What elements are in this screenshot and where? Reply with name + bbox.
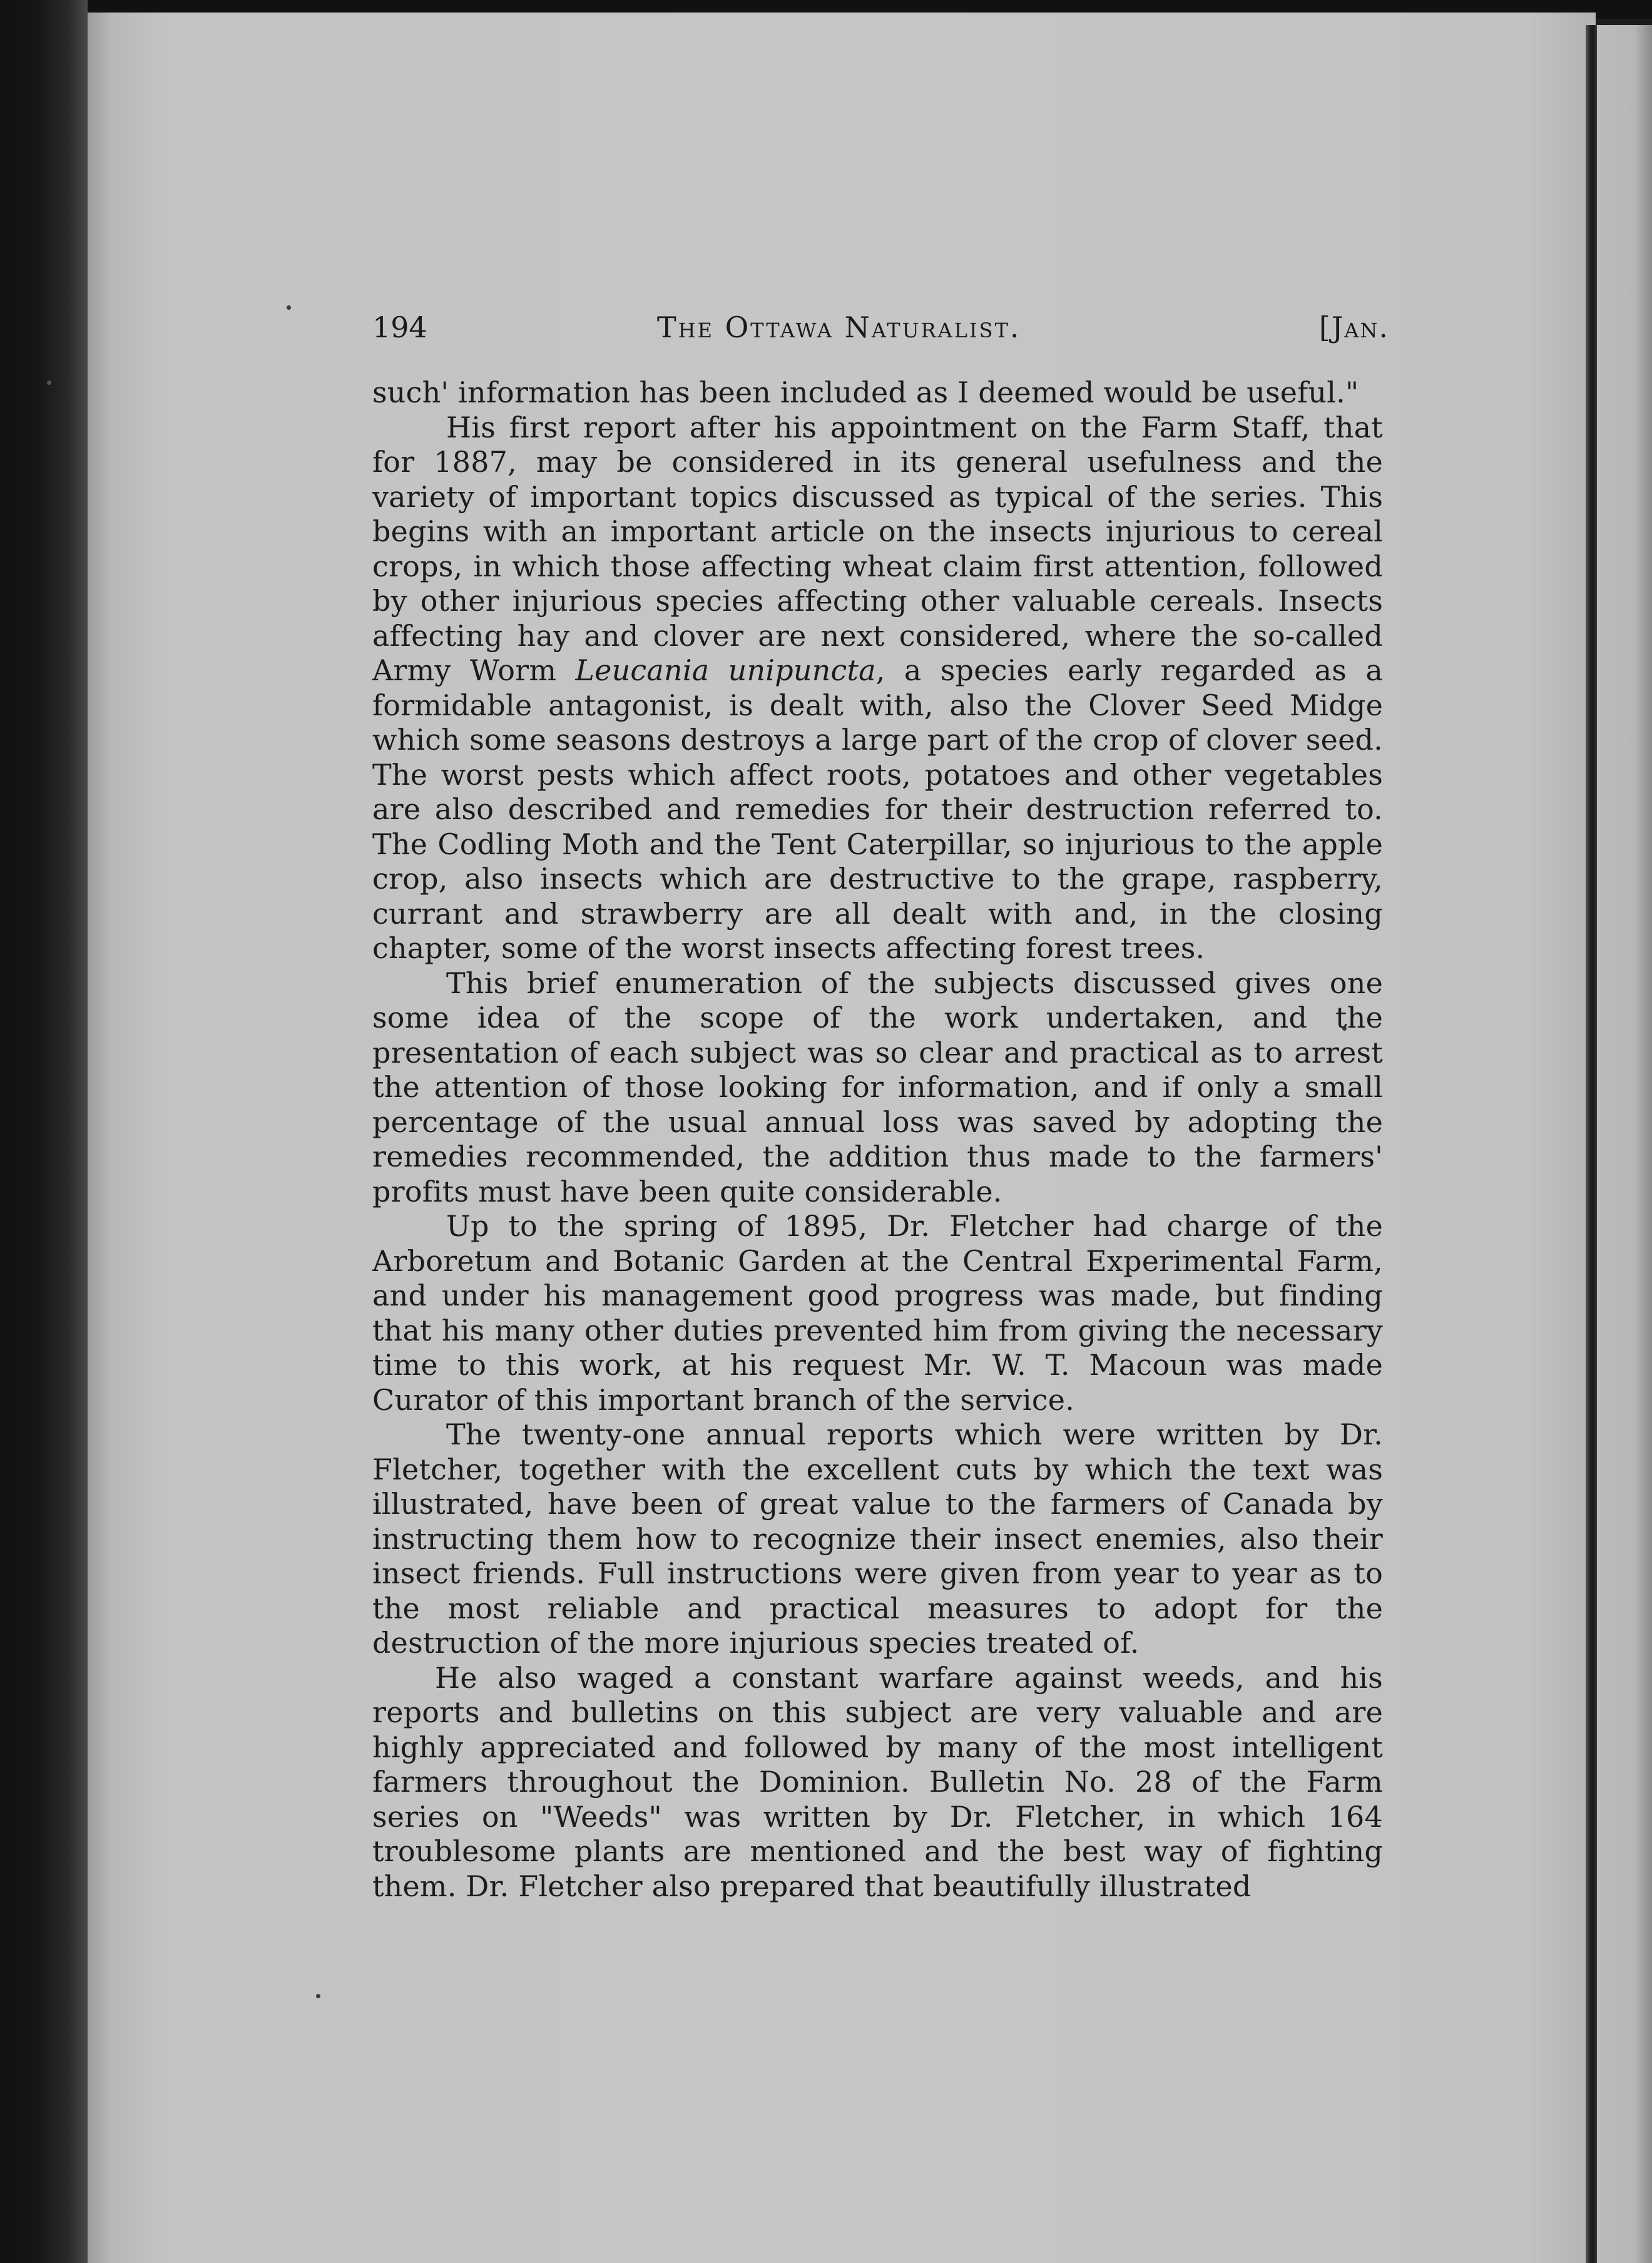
- journal-title: The Ottawa Naturalist.: [657, 310, 1021, 344]
- facing-page-edge: [1597, 25, 1652, 2263]
- scan-speck: [47, 381, 51, 385]
- paragraph: [372, 375, 1383, 411]
- paragraph: [372, 411, 1383, 966]
- paragraph: [372, 1209, 1383, 1418]
- paragraph: [372, 966, 1383, 1210]
- scan-speck: [287, 305, 291, 310]
- paragraph-text: Up to the spring of 1895, Dr. Fletcher had charge of the Arboretum and Botanic Garden at the Central Experimental Farm, and under his management good progress was made, but finding that his many other duties prevented him from giving the necessary time to this work, at his request Mr. W. T. Macoun was made Curator of this important branch of the service.: [372, 1209, 1383, 1417]
- paragraph-text: His first report after his appointment on the Farm Staff, that for 1887, may be considered in its general usefulness and the variety of important topics discussed as typical of the series. This begins with an important article on the insects injurious to cereal crops, in which those affecting wheat claim first attention, followed by other injurious species affecting other valuable cereals. Insects affecting hay and clover are next considered, where the so-called Army Worm: [372, 410, 1383, 687]
- issue-month: [Jan.: [1318, 310, 1389, 344]
- paragraph: [372, 1418, 1383, 1661]
- paragraph: [372, 1661, 1383, 1904]
- paragraph-text: He also waged a constant warfare against weeds, and his reports and bulletins on this subject are very valuable and are highly appreciated and followed by many of the most intelligent farmers throughout the Dominion. Bulletin No. 28 of the Farm series on "Weeds" was written by Dr. Fletcher, in which 164 troublesome plants are mentioned and the best way of fighting them. Dr. Fletcher also prepared that beautifully illustrated: [372, 1660, 1383, 1903]
- scan-speck: [316, 1994, 320, 1998]
- scan-border-left: [0, 0, 88, 2263]
- paragraph-text: This brief enumeration of the subjects discussed gives one some idea of the scope of the work undertaken, and the presentation of each subject was so clear and practical as to arrest the attention of those looking for information, and if only a small percentage of the usual annual loss was saved by adopting the remedies recommended, the addition thus made to the farmers' profits must have been quite considerable.: [372, 966, 1383, 1208]
- paragraph-text: such' information has been included as I deemed would be useful.": [372, 375, 1359, 409]
- article-body: [372, 375, 1383, 1904]
- paragraph-text: , a species early regarded as a formidable antagonist, is dealt with, also the Clover Seed Midge which some seasons destroys a large part of the crop of clover seed. The worst pests which affect roots, potatoes and other vegetables are also described and remedies for their destruction referred to. The Codling Moth and the Tent Caterpillar, so injurious to the apple crop, also insects which are destructive to the grape, raspberry, currant and strawberry are all dealt with and, in the closing chapter, some of the worst insects affecting forest trees.: [372, 653, 1383, 965]
- page-number: 194: [372, 310, 427, 344]
- species-name: Leucania unipuncta: [575, 653, 876, 687]
- paragraph-text: The twenty-one annual reports which were written by Dr. Fletcher, together with the excellent cuts by which the text was illustrated, have been of great value to the farmers of Canada by instructing them how to recognize their insect enemies, also their insect friends. Full instructions were given from year to year as to the most reliable and practical measures to adopt for the destruction of the more injurious species treated of.: [372, 1418, 1383, 1660]
- page-gutter: [1586, 25, 1597, 2263]
- running-header: [372, 305, 1389, 349]
